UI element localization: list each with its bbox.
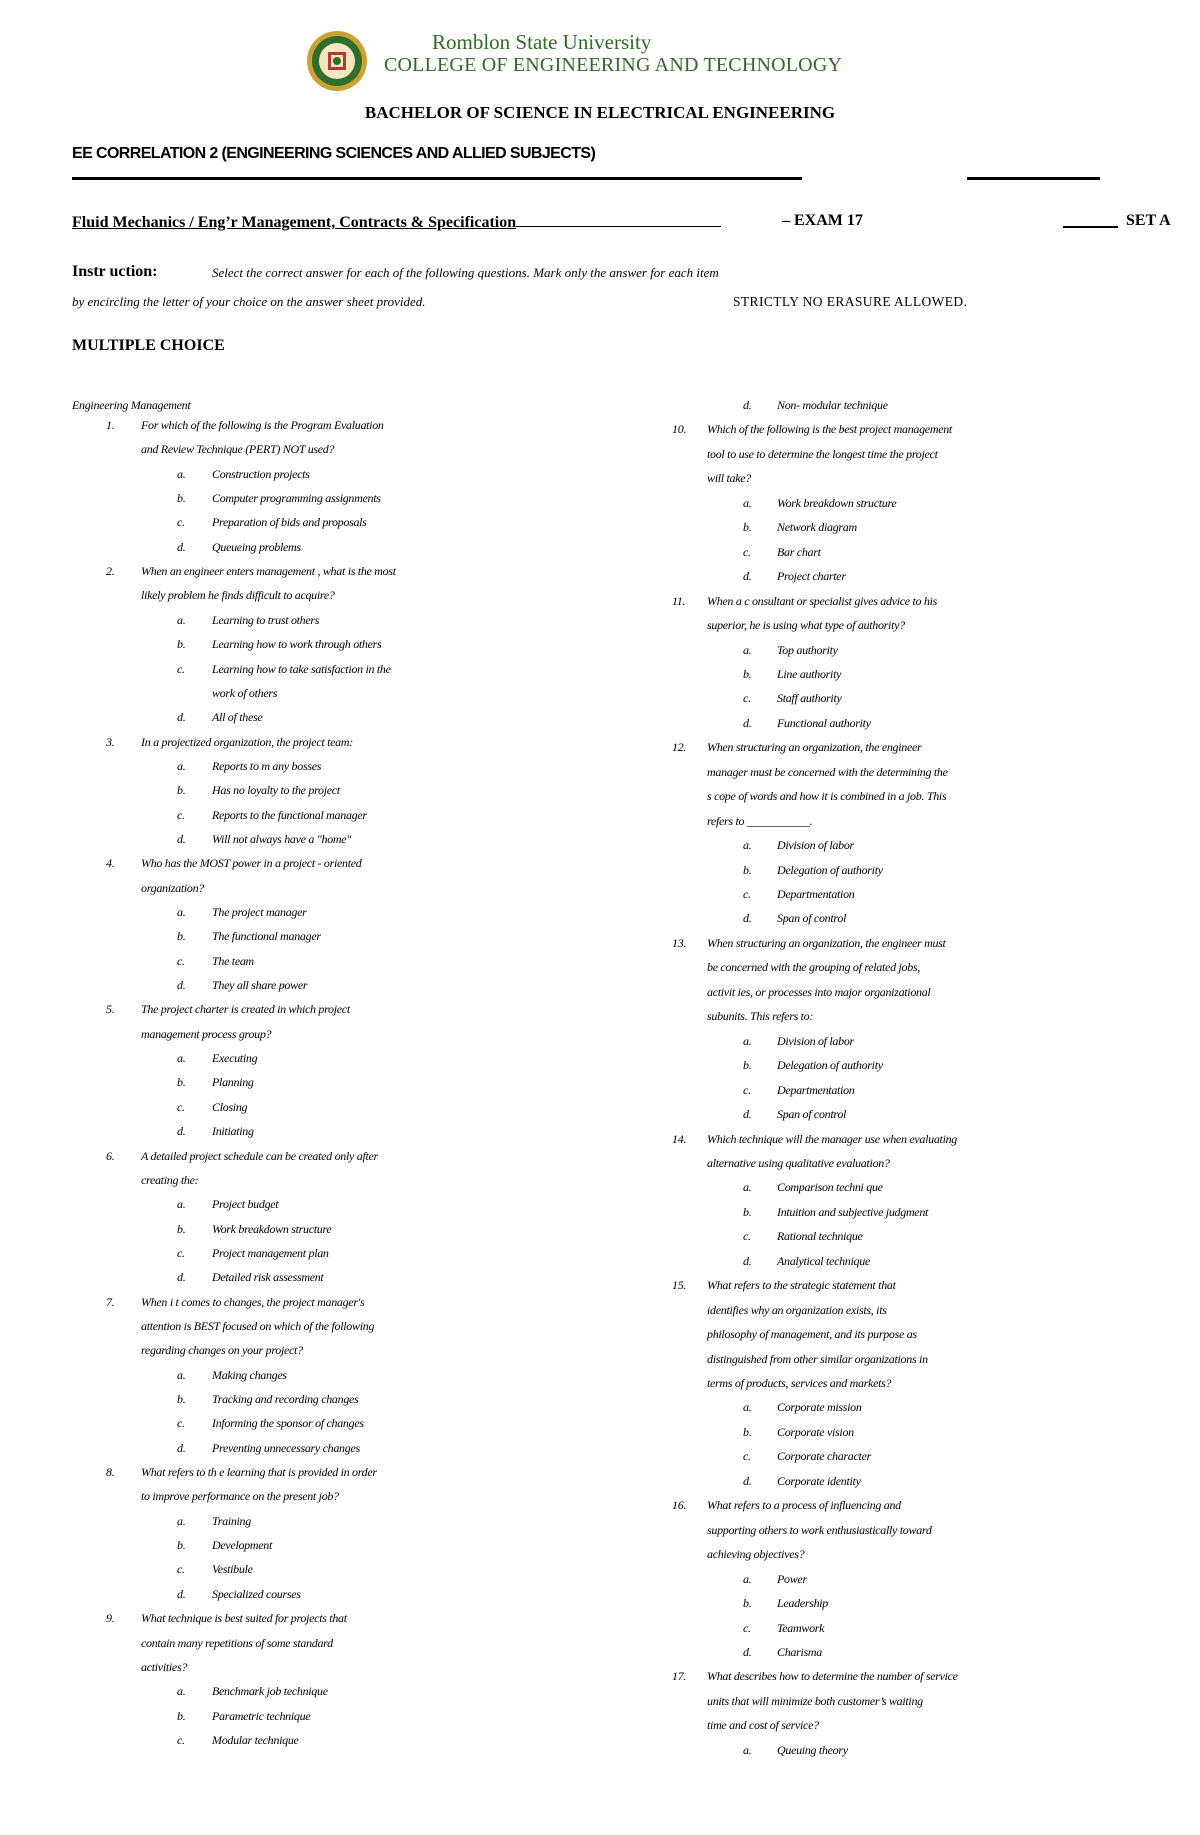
- option-letter: c.: [743, 1449, 751, 1464]
- answer-option: Corporate identity: [777, 1473, 861, 1488]
- answer-option: Project budget: [212, 1197, 279, 1212]
- option-letter: d.: [743, 569, 752, 584]
- answer-option: Vestibule: [212, 1562, 253, 1577]
- answer-option: Analytical technique: [777, 1253, 870, 1268]
- answer-option: Learning how to take satisfaction in the: [212, 661, 391, 676]
- option-letter: a.: [177, 1197, 186, 1212]
- highlighted-answer-option: Division of labor: [777, 838, 854, 853]
- option-letter: d.: [177, 710, 186, 725]
- answer-option: Span of control: [777, 1107, 847, 1122]
- answer-option: Line authority: [777, 666, 842, 681]
- question-text-continued: attention is BEST focused on which of the following: [141, 1318, 375, 1333]
- highlighted-answer-option: Intuition and subjective judgment: [777, 1204, 929, 1219]
- question-text-continued: units that will minimize both customer’s waiting: [707, 1693, 923, 1708]
- question-text: What describes how to determine the number of service: [707, 1669, 958, 1684]
- highlighted-answer-option: Power: [777, 1571, 807, 1586]
- answer-option: Charisma: [777, 1644, 822, 1659]
- question-number: 4.: [106, 856, 115, 871]
- question-text-continued: activit ies, or processes into major organizational: [707, 984, 931, 999]
- highlighted-answer-option: Work breakdown structure: [212, 1221, 332, 1236]
- option-letter: b.: [743, 666, 752, 681]
- option-letter: d.: [177, 539, 186, 554]
- highlighted-answer-option: All of these: [212, 710, 263, 725]
- option-letter: c.: [177, 661, 185, 676]
- question-number: 9.: [106, 1611, 115, 1626]
- answer-option: Division of labor: [777, 1033, 854, 1048]
- highlighted-answer-option: Departmentation: [777, 1082, 855, 1097]
- option-letter: b.: [177, 1708, 186, 1723]
- option-letter: b.: [177, 1221, 186, 1236]
- question-text-continued: superior, he is using what type of authority?: [707, 618, 905, 633]
- option-letter: b.: [177, 783, 186, 798]
- answer-option: Closing: [212, 1099, 248, 1114]
- answer-option: Making changes: [212, 1367, 287, 1382]
- option-letter: b.: [177, 1538, 186, 1553]
- option-letter: a.: [177, 1051, 186, 1066]
- answer-option: Executing: [212, 1051, 258, 1066]
- question-text: Which of the following is the best project management: [707, 422, 952, 437]
- question-text: Who has the MOST power in a project - oriented: [141, 856, 362, 871]
- question-text: What technique is best suited for projects that: [141, 1611, 347, 1626]
- option-letter: d.: [743, 398, 752, 412]
- question-text-continued: alternative using qualitative evaluation?: [707, 1155, 890, 1170]
- answer-option: The functional manager: [212, 929, 321, 944]
- question-text-continued: activities?: [141, 1659, 188, 1674]
- highlighted-answer-option: Preventing unnecessary changes: [212, 1440, 360, 1455]
- option-letter: c.: [743, 887, 751, 901]
- answer-option: Detailed risk assessment: [212, 1270, 324, 1285]
- option-letter: a.: [177, 612, 186, 627]
- option-letter: c.: [177, 1732, 185, 1747]
- question-number: 16.: [672, 1498, 687, 1513]
- answer-option: Learning to trust others: [212, 612, 320, 627]
- option-letter: a.: [743, 1180, 752, 1195]
- option-letter: a.: [743, 1400, 752, 1415]
- option-letter: b.: [743, 520, 752, 535]
- option-letter: d.: [177, 1270, 186, 1285]
- option-letter: d.: [743, 1473, 752, 1488]
- answer-option: Tracking and recording changes: [212, 1392, 359, 1406]
- set-label: SET A: [1126, 212, 1171, 229]
- question-text-continued: will take?: [707, 471, 751, 486]
- option-letter: d.: [743, 1644, 752, 1659]
- option-letter: a.: [177, 758, 186, 773]
- option-letter: a.: [743, 642, 752, 657]
- answer-option: Bar chart: [777, 544, 821, 559]
- set-underline: [1063, 226, 1118, 228]
- question-text-continued: supporting others to work enthusiastically toward: [707, 1522, 932, 1537]
- question-number: 3.: [106, 734, 115, 749]
- option-letter: d.: [743, 715, 752, 730]
- answer-option: Leadership: [777, 1596, 829, 1611]
- question-text-continued: tool to use to determine the longest time the project: [707, 446, 938, 461]
- highlighted-answer-option: Queueing problems: [212, 539, 301, 554]
- answer-option: Construction projects: [212, 466, 310, 481]
- question-number: 13.: [672, 935, 687, 950]
- answer-option: Preparation of bids and proposals: [212, 515, 367, 530]
- question-text-continued: likely problem he finds difficult to acquire?: [141, 588, 335, 603]
- option-letter: c.: [743, 1082, 751, 1097]
- topic-label: Engineering Management: [72, 398, 191, 412]
- option-letter: a.: [177, 1513, 186, 1528]
- question-text-continued: and Review Technique (PERT) NOT used?: [141, 442, 335, 457]
- question-text-continued: distinguished from other similar organizations in: [707, 1351, 928, 1366]
- answer-option: Computer programming assignments: [212, 491, 381, 506]
- instructions-line-1: Select the correct answer for each of the following questions. Mark only the answer for each item: [212, 265, 719, 280]
- question-number: 7.: [106, 1294, 115, 1309]
- option-letter: a.: [743, 1742, 752, 1757]
- question-text-continued: regarding changes on your project?: [141, 1343, 303, 1358]
- section-title: MULTIPLE CHOICE: [72, 337, 225, 354]
- no-erasure-notice: STRICTLY NO ERASURE ALLOWED.: [733, 294, 968, 309]
- answer-option: Top authority: [777, 642, 838, 657]
- option-letter: d.: [177, 978, 186, 993]
- answer-option: Non- modular technique: [777, 398, 888, 412]
- question-number: 12.: [672, 740, 687, 755]
- question-text-continued: time and cost of service?: [707, 1718, 819, 1733]
- question-text: What refers to a process of influencing and: [707, 1498, 901, 1513]
- question-text-continued: terms of products, services and markets?: [707, 1376, 892, 1390]
- option-letter: c.: [177, 1562, 185, 1577]
- option-letter: a.: [177, 1367, 186, 1382]
- answer-option: Modular technique: [212, 1732, 299, 1747]
- question-text: When structuring an organization, the engineer must: [707, 935, 946, 950]
- question-number: 6.: [106, 1148, 115, 1163]
- question-text: When i t comes to changes, the project manager's: [141, 1294, 365, 1309]
- answer-option: Reports to m any bosses: [212, 758, 322, 773]
- option-letter: d.: [177, 1124, 186, 1139]
- answer-option: Specialized courses: [212, 1586, 301, 1601]
- question-number: 10.: [672, 422, 687, 437]
- answer-option: They all share power: [212, 978, 308, 993]
- question-text: A detailed project schedule can be created only after: [141, 1148, 378, 1163]
- answer-option: Parametric technique: [212, 1708, 311, 1723]
- question-text: What refers to th e learning that is provided in order: [141, 1465, 377, 1480]
- question-text: Which technique will the manager use when evaluating: [707, 1131, 958, 1146]
- option-letter: a.: [743, 1571, 752, 1586]
- exam-label: – EXAM 17: [782, 212, 863, 229]
- highlighted-answer-option: Initiating: [212, 1124, 254, 1139]
- option-letter: b.: [177, 491, 186, 506]
- option-letter: b.: [177, 929, 186, 944]
- option-letter: b.: [743, 1204, 752, 1219]
- answer-option: Comparison techni que: [777, 1180, 883, 1195]
- answer-option: Corporate vision: [777, 1424, 854, 1439]
- answer-option: Delegation of authority: [777, 862, 883, 877]
- answer-option: Teamwork: [777, 1620, 825, 1635]
- question-number: 8.: [106, 1465, 115, 1480]
- option-letter: c.: [177, 1245, 185, 1260]
- option-letter: b.: [743, 862, 752, 877]
- answer-option: The team: [212, 953, 254, 968]
- question-text-continued: identifies why an organization exists, its: [707, 1302, 887, 1317]
- question-text: For which of the following is the Program Evaluation: [141, 418, 384, 432]
- instructions-line-2: by encircling the letter of your choice on the answer sheet provided.: [72, 294, 426, 309]
- option-letter: c.: [177, 515, 185, 530]
- option-letter: c.: [177, 953, 185, 968]
- question-text: When an engineer enters management , what is the most: [141, 564, 396, 579]
- question-text: When structuring an organization, the engineer: [707, 740, 922, 755]
- answer-option: Development: [212, 1538, 273, 1553]
- question-number: 11.: [672, 593, 686, 608]
- option-letter: b.: [743, 1058, 752, 1073]
- option-letter: d.: [743, 911, 752, 926]
- question-text: When a c onsultant or specialist gives advice to his: [707, 593, 938, 608]
- highlighted-answer-option: Training: [212, 1513, 251, 1528]
- option-letter: b.: [743, 1424, 752, 1439]
- question-number: 17.: [672, 1669, 687, 1684]
- question-text-continued: s cope of words and how it is combined in a job. This: [707, 789, 947, 804]
- option-letter: b.: [177, 637, 186, 652]
- option-letter: b.: [177, 1392, 186, 1406]
- question-number: 2.: [106, 564, 115, 579]
- question-number: 1.: [106, 418, 115, 432]
- option-letter: c.: [177, 807, 185, 822]
- answer-option: Project charter: [777, 569, 846, 584]
- highlighted-answer-option: Queuing theory: [777, 1742, 848, 1757]
- highlighted-answer-option: The project manager: [212, 905, 307, 919]
- option-letter: a.: [743, 838, 752, 853]
- answer-option: Functional authority: [777, 715, 871, 730]
- course-title: EE CORRELATION 2 (ENGINEERING SCIENCES AND ALLIED SUBJECTS): [72, 145, 596, 162]
- answer-option: Departmentation: [777, 887, 855, 901]
- option-letter: d.: [743, 1107, 752, 1122]
- highlighted-answer-option: Network diagram: [777, 520, 857, 535]
- option-letter: b.: [743, 1596, 752, 1611]
- option-letter: a.: [177, 466, 186, 481]
- option-letter: c.: [743, 1229, 751, 1244]
- answer-option: Rational technique: [777, 1229, 863, 1244]
- question-number: 15.: [672, 1278, 687, 1293]
- program-title: BACHELOR OF SCIENCE IN ELECTRICAL ENGINEERING: [364, 103, 836, 122]
- option-letter: c.: [177, 1099, 185, 1114]
- answer-option: Work breakdown structure: [777, 495, 897, 510]
- answer-option: Learning how to work through others: [212, 637, 382, 652]
- question-text-continued: contain many repetitions of some standard: [141, 1635, 333, 1650]
- option-letter: b.: [177, 1075, 186, 1090]
- question-text-continued: refers to ___________.: [707, 813, 813, 828]
- question-number: 5.: [106, 1002, 115, 1017]
- option-letter: c.: [743, 1620, 751, 1635]
- answer-option: work of others: [212, 685, 278, 700]
- question-text-continued: philosophy of management, and its purpose as: [707, 1327, 917, 1342]
- question-text-continued: manager must be concerned with the determining the: [707, 764, 948, 779]
- title-rule-right: [967, 177, 1100, 180]
- question-text-continued: achieving objectives?: [707, 1547, 805, 1562]
- option-letter: d.: [177, 831, 186, 846]
- highlighted-answer-option: Corporate mission: [777, 1400, 862, 1415]
- option-letter: a.: [743, 1033, 752, 1048]
- answer-option: Project management plan: [212, 1245, 329, 1260]
- option-letter: c.: [177, 1416, 185, 1431]
- answer-option: Has no loyalty to the project: [212, 783, 340, 798]
- instructions-label: Instr uction:: [72, 263, 158, 280]
- question-text: What refers to the strategic statement that: [707, 1278, 896, 1293]
- option-letter: d.: [177, 1440, 186, 1455]
- option-letter: a.: [743, 495, 752, 510]
- highlighted-answer-option: Will not always have a "home": [212, 831, 352, 846]
- subject-title: Fluid Mechanics / Eng’r Management, Contracts & Specification: [72, 212, 721, 232]
- answer-option: Planning: [212, 1075, 254, 1090]
- option-letter: a.: [177, 905, 186, 919]
- highlighted-answer-option: Staff authority: [777, 691, 842, 706]
- title-rule-left: [72, 177, 802, 180]
- question-text-continued: to improve performance on the present job?: [141, 1489, 339, 1504]
- option-letter: a.: [177, 1684, 186, 1699]
- option-letter: c.: [743, 544, 751, 559]
- question-text-continued: subunits. This refers to:: [707, 1009, 814, 1024]
- question-text-continued: organization?: [141, 880, 204, 895]
- option-letter: d.: [177, 1586, 186, 1601]
- question-number: 14.: [672, 1131, 687, 1146]
- option-letter: d.: [743, 1253, 752, 1268]
- university-seal-logo: [306, 30, 368, 92]
- highlighted-answer-option: Benchmark job technique: [212, 1684, 328, 1699]
- question-text-continued: management process group?: [141, 1026, 272, 1041]
- answer-option: Span of control: [777, 911, 847, 926]
- question-text-continued: be concerned with the grouping of related jobs,: [707, 960, 920, 975]
- answer-option: Corporate character: [777, 1449, 871, 1464]
- question-text: In a projectized organization, the project team:: [141, 734, 353, 749]
- college-name: COLLEGE OF ENGINEERING AND TECHNOLOGY: [384, 54, 843, 76]
- university-name: Romblon State University: [432, 30, 652, 54]
- question-text-continued: creating the:: [141, 1172, 199, 1187]
- answer-option: Informing the sponsor of changes: [212, 1416, 364, 1431]
- answer-option: Reports to the functional manager: [212, 807, 367, 822]
- answer-option: Delegation of authority: [777, 1058, 883, 1073]
- option-letter: c.: [743, 691, 751, 706]
- question-text: The project charter is created in which project: [141, 1002, 350, 1017]
